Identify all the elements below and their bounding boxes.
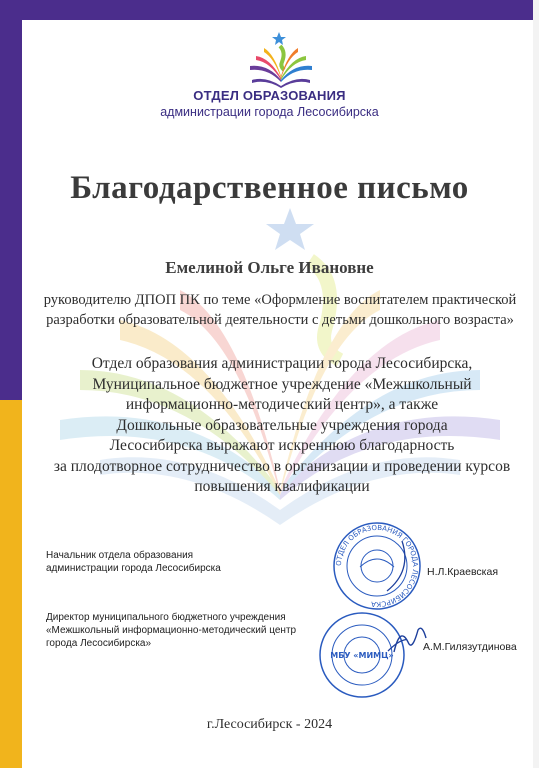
- body-line: Лесосибирска выражают искреннюю благодарность: [109, 437, 455, 454]
- recipient-position: [30, 290, 530, 330]
- position-line: руководителю ДПОП ПК по теме «Оформление воспитателем практической: [43, 292, 517, 308]
- place-and-year: г.Лесосибирск - 2024: [206, 717, 333, 732]
- signatory-title-2: Директор муниципального бюджетного учреждения «Межшкольный информационно-методический центр города Лесосибирска»: [46, 612, 297, 649]
- frame-top-stripe: [0, 0, 539, 20]
- org-name: ОТДЕЛ ОБРАЗОВАНИЯ: [193, 88, 346, 103]
- signatory-name-1: Н.Л.Краевская: [427, 566, 499, 578]
- position-line: разработки образовательной деятельности с детьми дошкольного возраста»: [46, 312, 514, 328]
- frame-left-yellow-stripe: [0, 400, 22, 768]
- body-line: Муниципальное бюджетное учреждение «Межшкольный: [92, 375, 472, 393]
- signatory-title-1: Начальник отдела образования администрации города Лесосибирска: [46, 550, 221, 574]
- body-line: Дошкольные образовательные учреждения города: [116, 416, 448, 434]
- document-title: Благодарственное письмо: [70, 170, 469, 206]
- official-stamp-1: [332, 521, 422, 611]
- handwritten-signature-icon: [390, 622, 430, 658]
- body-line: информационно-методический центр», а также: [125, 396, 439, 413]
- svg-text:МБУ «МИМЦ»: МБУ «МИМЦ»: [330, 651, 394, 660]
- body-line: за плодотворное сотрудничество в организации и проведении курсов: [53, 457, 511, 475]
- signatory-name-2: А.М.Гилязутдинова: [423, 641, 517, 653]
- gratitude-text: [34, 354, 530, 498]
- recipient-name: Емелиной Ольге Ивановне: [165, 258, 374, 277]
- open-book-star-logo: [246, 30, 316, 88]
- body-line: Отдел образования администрации города Лесосибирска,: [91, 355, 473, 372]
- org-subtitle: администрации города Лесосибирска: [160, 105, 379, 119]
- body-line: повышения квалификации: [194, 478, 370, 495]
- svg-text:ОТДЕЛ ОБРАЗОВАНИЯ ГОРОДА ЛЕСОС: ОТДЕЛ ОБРАЗОВАНИЯ ГОРОДА ЛЕСОСИБИРСКА: [334, 523, 420, 609]
